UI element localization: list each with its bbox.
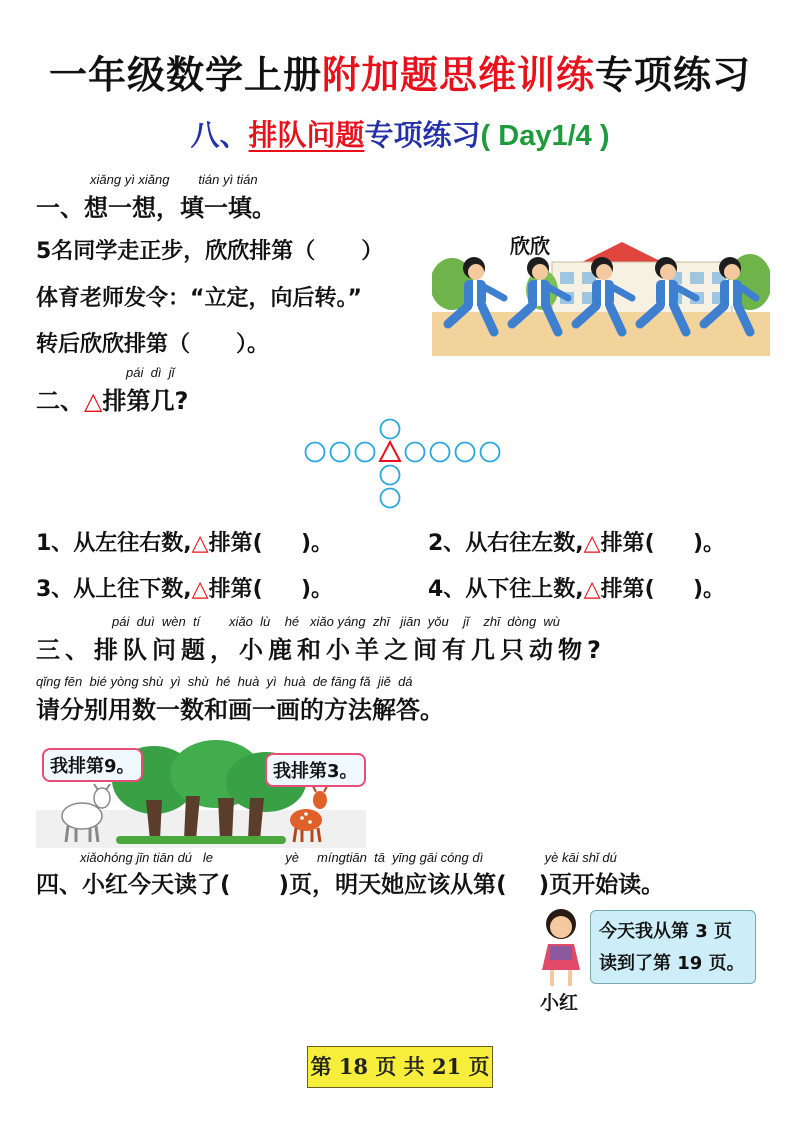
q2-item1-answer: 排第( )。 <box>208 531 333 556</box>
title-part2: 附加题思维训练 <box>321 53 595 97</box>
q1-line3: 转后欣欣排第（ ）。 <box>36 332 269 357</box>
q3-heading: 三、排队问题，小鹿和小羊之间有几只动物? <box>36 636 606 664</box>
xiaohong-figure <box>536 904 586 988</box>
deer-speech-bubble: 我排第3。 <box>265 753 366 787</box>
page-number-badge: 第 18 页 共 21 页 <box>307 1046 493 1088</box>
q2-item3-answer: 排第( )。 <box>208 577 333 602</box>
q2-item4-answer: 排第( )。 <box>600 577 725 602</box>
q2-item1 <box>36 526 333 557</box>
q2-item3-text: 3、从上往下数, <box>36 577 192 602</box>
q2-item2 <box>428 526 725 557</box>
q2-item4 <box>428 572 725 603</box>
q2-item2-text: 2、从右往左数, <box>428 531 584 556</box>
circle-shape <box>406 443 425 462</box>
q2-item2-answer: 排第( )。 <box>600 531 725 556</box>
subtitle-suffix: 专项练习 <box>364 118 481 152</box>
circle-shape <box>381 420 400 439</box>
q2-heading-suffix: 排第几? <box>102 387 189 415</box>
q2-heading-prefix: 二、 <box>36 387 84 415</box>
triangle-icon: △ <box>191 531 209 556</box>
circle-shape <box>431 443 450 462</box>
q4-line: 四、小红今天读了( )页，明天她应该从第( )页开始读。 <box>36 872 665 898</box>
subtitle-prefix: 八、 <box>190 118 249 152</box>
circle-shape <box>481 443 500 462</box>
triangle-icon: △ <box>84 387 103 415</box>
triangle-icon: △ <box>583 531 601 556</box>
q4-pinyin: xiǎohóng jīn tiān dú le yè míngtiān tā yīng gāi cóng dì yè kāi shǐ dú <box>80 850 617 865</box>
subtitle-day: ( Day1/4 ) <box>480 120 610 152</box>
circle-shape <box>331 443 350 462</box>
school-building <box>552 262 732 318</box>
xinxin-label: 欣欣 <box>510 234 550 258</box>
subtitle-topic: 排队问题 <box>248 118 365 152</box>
goat-speech-bubble: 我排第9。 <box>42 748 143 782</box>
page-title <box>0 44 800 99</box>
circle-shape <box>306 443 325 462</box>
circle-shape <box>381 489 400 508</box>
q1-heading: 一、想一想，填一填。 <box>36 194 276 222</box>
q3-line2: 请分别用数一数和画一画的方法解答。 <box>36 696 444 724</box>
q2-item4-text: 4、从下往上数, <box>428 577 584 602</box>
xiaohong-name-label: 小红 <box>540 992 579 1014</box>
title-part3: 专项练习 <box>595 53 752 97</box>
circle-shape <box>356 443 375 462</box>
q2-heading <box>36 381 188 416</box>
title-part1: 一年级数学上册 <box>48 53 322 97</box>
bubble-line-1: 今天我从第 3 页 <box>599 921 733 942</box>
page-subtitle <box>0 113 800 154</box>
xiaohong-speech-bubble <box>590 910 756 984</box>
q2-item1-text: 1、从左往右数, <box>36 531 192 556</box>
q3-pinyin-1: pái duì wèn tí xiǎo lù hé xiǎo yáng zhī jiān yǒu jǐ zhī dòng wù <box>112 614 561 629</box>
circle-shape <box>381 466 400 485</box>
triangle-shape <box>380 442 400 461</box>
triangle-icon: △ <box>583 577 601 602</box>
bubble-line-2: 读到了第 19 页。 <box>599 953 745 974</box>
q2-item3 <box>36 572 333 603</box>
marching-students-illustration <box>432 228 770 356</box>
q1-line2: 体育老师发令：“立定，向后转。” <box>36 286 362 311</box>
shape-cross-diagram <box>300 418 506 510</box>
ground <box>432 312 770 356</box>
q1-line1: 5名同学走正步，欣欣排第（ ） <box>36 239 384 264</box>
triangle-icon: △ <box>191 577 209 602</box>
q3-pinyin-2: qǐng fēn bié yòng shù yì shù hé huà yì huà de fāng fǎ jiě dá <box>36 674 413 689</box>
circle-shape <box>456 443 475 462</box>
q1-pinyin: xiǎng yì xiǎng tián yì tián <box>90 172 258 187</box>
q2-pinyin: pái dì jǐ <box>126 365 175 380</box>
